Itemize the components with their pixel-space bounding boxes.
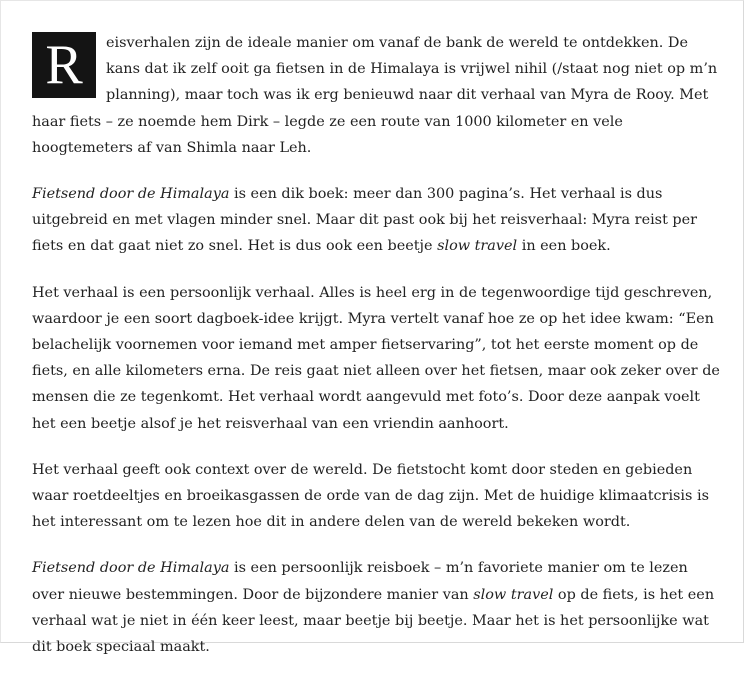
slow-travel-term: slow travel: [473, 586, 554, 603]
book-title: Fietsend door de Himalaya: [32, 560, 230, 577]
paragraph-3: Het verhaal is een persoonlijk verhaal. Alles is heel erg in de tegenwoordige tijd geschreven, waardoor je een soort dagboek-idee krijgt. Myra vertelt vanaf hoe ze op het idee kwam: “Een belachelijk voornemen voor iemand met amper fietservaring”, tot het eerste moment op de fiets, en alle kilometers erna. De reis gaat niet alleen over het fietsen, maar ook zeker over de mensen die ze tegenkomt. Het verhaal wordt aangevuld met foto’s. Door deze aanpak voelt het een beetje alsof je het reisverhaal van een vriendin aanhoort.: [32, 284, 720, 432]
paragraph-1-text: eisverhalen zijn de ideale manier om vanaf de bank de wereld te ontdekken. De kans dat ik zelf ooit ga fietsen in de Himalaya is vrijwel nihil (/staat nog niet op m’n planning), maar toch was ik erg benieuwd naar dit verhaal van Myra de Rooy. Met haar fiets – ze noemde hem Dirk – legde ze een route van 1000 kilometer en vele hoogtemeters af van Shimla naar Leh.: [32, 35, 718, 156]
paragraph-4: Het verhaal geeft ook context over de wereld. De fietstocht komt door steden en gebieden waar roetdeeltjes en broeikasgassen de orde van de dag zijn. Met de huidige klimaatcrisis is het interessant om te lezen hoe dit in andere delen van de wereld bekeken wordt.: [32, 461, 709, 531]
paragraph-2-text-a: is een dik boek: meer dan 300 pagina’s. Het verhaal is dus uitgebreid en met vlagen minder snel. Maar dit past ook bij het reisverhaal: Myra reist per fiets en dat gaat niet zo snel. Het is dus ook een beetje: [32, 186, 698, 255]
article-body: [32, 30, 722, 680]
paragraph-2-text-c: in een boek.: [517, 238, 611, 255]
book-title: Fietsend door de Himalaya: [32, 186, 230, 203]
drop-cap: R: [32, 32, 96, 98]
paragraph-5: [32, 555, 722, 660]
slow-travel-term: slow travel: [437, 238, 518, 255]
paragraph-1: [32, 30, 722, 161]
paragraph-5-text-c: op de fiets, is het een verhaal wat je niet in één keer leest, maar beetje bij beetje. Maar het is het persoonlijke wat dit boek speciaal maakt.: [32, 586, 715, 656]
paragraph-5-text-a: is een persoonlijk reisboek – m’n favoriete manier om te lezen over nieuwe bestemmingen. Door de bijzondere manier van: [32, 560, 688, 603]
paragraph-2: [32, 181, 722, 260]
